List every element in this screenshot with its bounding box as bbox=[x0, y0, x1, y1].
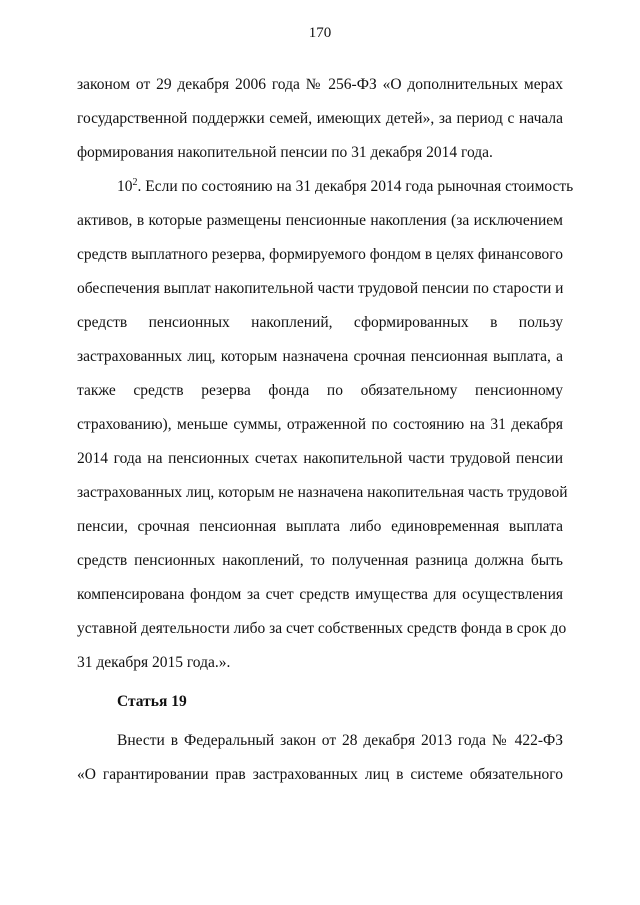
text-line: средств выплатного резерва, формируемого фондом в целях финансового bbox=[77, 246, 563, 263]
text-line: средств пенсионных накоплений, то полученная разница должна быть bbox=[77, 552, 563, 569]
page-number: 170 bbox=[308, 25, 332, 41]
text-line: компенсирована фондом за счет средств имущества для осуществления bbox=[77, 586, 563, 603]
text-line: уставной деятельности либо за счет собственных средств фонда в срок до bbox=[77, 620, 567, 637]
text-line: обеспечения выплат накопительной части трудовой пенсии по старости и bbox=[77, 280, 564, 297]
text-line-rest: . Если по состоянию на 31 декабря 2014 года рыночная стоимость bbox=[137, 178, 574, 195]
text-line: пенсии, срочная пенсионная выплата либо единовременная выплата bbox=[77, 518, 563, 535]
text-line: 2014 года на пенсионных счетах накопительной части трудовой пенсии bbox=[77, 450, 563, 467]
text-line: законом от 29 декабря 2006 года № 256-ФЗ «О дополнительных мерах bbox=[77, 76, 563, 93]
text-line bbox=[77, 170, 574, 204]
article-heading: Статья 19 bbox=[117, 693, 187, 710]
text-line: средств пенсионных накоплений, сформированных в пользу bbox=[77, 314, 563, 331]
text-line: страхованию), меньше суммы, отраженной по состоянию на 31 декабря bbox=[77, 416, 563, 433]
text-line: активов, в которые размещены пенсионные накопления (за исключением bbox=[77, 212, 563, 229]
text-line: Внести в Федеральный закон от 28 декабря 2013 года № 422-ФЗ bbox=[117, 732, 563, 749]
text-line: также средств резерва фонда по обязательному пенсионному bbox=[77, 382, 563, 399]
text-line: 31 декабря 2015 года.». bbox=[77, 654, 231, 671]
paragraph-article-19 bbox=[77, 724, 563, 792]
paragraph-10-2 bbox=[77, 170, 574, 680]
text-line: застрахованных лиц, которым не назначена накопительная часть трудовой bbox=[77, 484, 568, 501]
text-line: застрахованных лиц, которым назначена срочная пенсионная выплата, а bbox=[77, 348, 563, 365]
paragraph-number-superscript: 2 bbox=[132, 176, 138, 188]
paragraph-number: 10 bbox=[117, 178, 133, 195]
text-line: формирования накопительной пенсии по 31 декабря 2014 года. bbox=[77, 144, 493, 161]
text-line: государственной поддержки семей, имеющих детей», за период с начала bbox=[77, 110, 563, 127]
paragraph-continuation bbox=[77, 68, 563, 170]
text-line: «О гарантировании прав застрахованных лиц в системе обязательного bbox=[77, 766, 563, 783]
